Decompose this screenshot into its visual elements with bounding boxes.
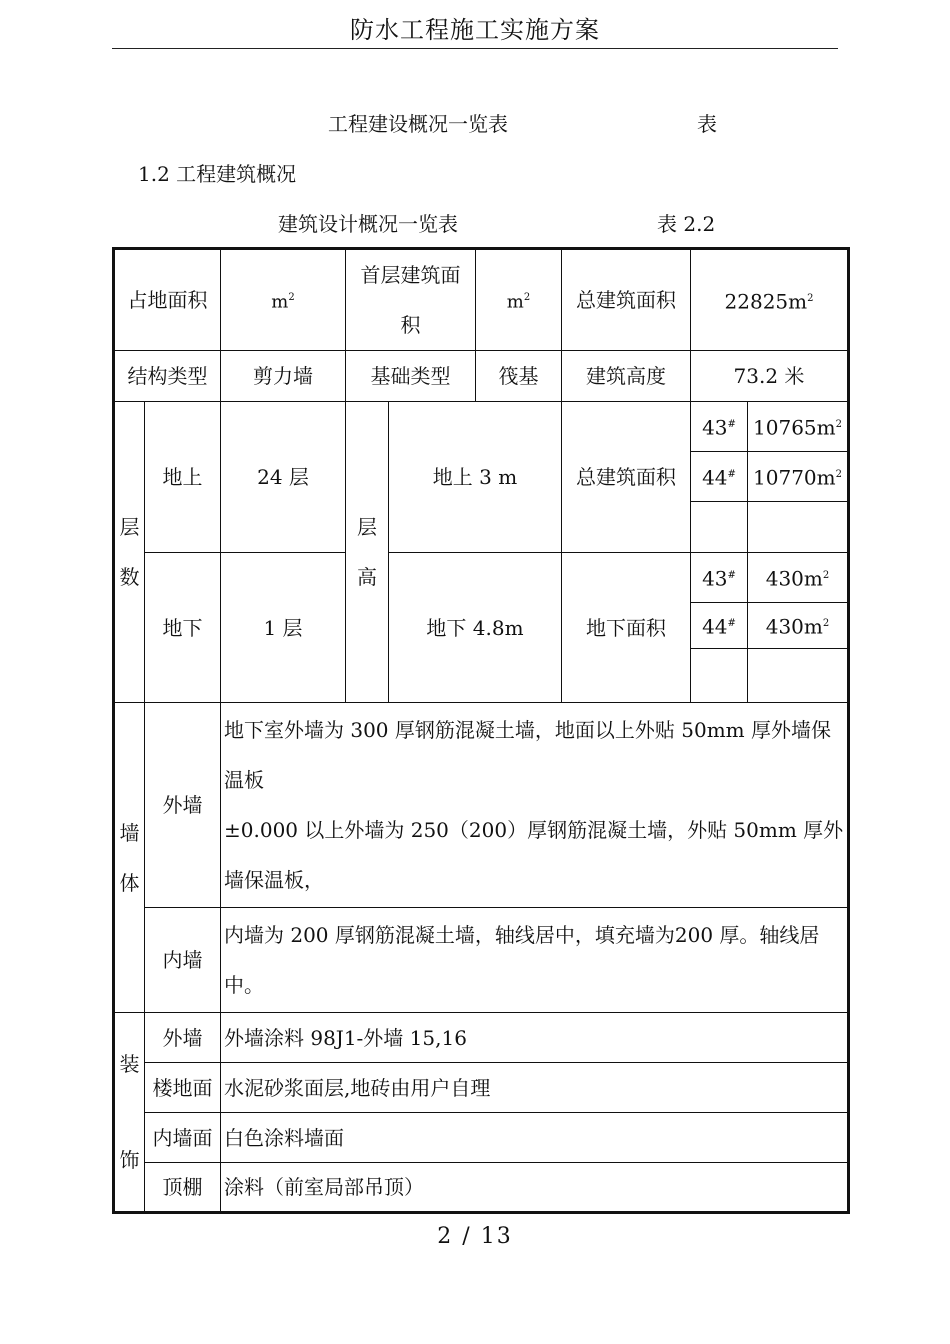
building-number: 43# <box>691 402 748 452</box>
structure-type-label: 结构类型 <box>114 351 221 402</box>
outer-wall-description: 地下室外墙为 300 厚钢筋混凝土墙，地面以上外贴 50mm 厚外墙保温板 ±0.000 以上外墙为 250（200）厚钢筋混凝土墙，外贴 50mm 厚外墙保温板， <box>221 703 849 908</box>
header-rule <box>112 48 838 49</box>
decoration-item-label: 楼地面 <box>145 1063 221 1113</box>
building-overview-table <box>112 247 850 1214</box>
table-row <box>114 1013 849 1063</box>
above-ground-area-label: 总建筑面积 <box>562 402 691 553</box>
page-number: 2 / 13 <box>437 1224 513 1249</box>
decoration-item-text: 水泥砂浆面层,地砖由用户自理 <box>221 1063 849 1113</box>
below-ground-area-label: 地下面积 <box>562 553 691 703</box>
site-area-label: 占地面积 <box>114 249 221 351</box>
table-row <box>114 402 849 452</box>
table-caption-design: 建筑设计概况一览表 <box>278 212 458 236</box>
walls-group-label: 墙 体 <box>114 703 145 1013</box>
building-number: 43# <box>691 553 748 603</box>
table-row <box>114 1163 849 1213</box>
building-height-label: 建筑高度 <box>562 351 691 402</box>
section-heading: 1.2 工程建筑概况 <box>138 162 297 186</box>
building-number: 44# <box>691 603 748 649</box>
inner-wall-label: 内墙 <box>145 908 221 1013</box>
table-row <box>114 249 849 351</box>
decoration-item-label: 内墙面 <box>145 1113 221 1163</box>
site-area-value: $m^2$ <box>221 249 346 351</box>
table-caption-design-number: 表 2.2 <box>657 212 716 236</box>
table-row <box>114 553 849 603</box>
table-row <box>114 908 849 1013</box>
foundation-type-value: 筏基 <box>476 351 562 402</box>
decoration-item-text: 涂料（前室局部吊顶） <box>221 1163 849 1213</box>
decoration-item-label: 顶棚 <box>145 1163 221 1213</box>
total-area-label: 总建筑面积 <box>562 249 691 351</box>
table-row <box>114 351 849 402</box>
below-ground-count: 1 层 <box>221 553 346 703</box>
below-ground-height: 地下 4.8m <box>389 553 562 703</box>
floor-height-group-label: 层 高 <box>346 402 389 703</box>
below-ground-label: 地下 <box>145 553 221 703</box>
building-area: $430m^2$ <box>748 603 849 649</box>
inner-wall-description: 内墙为 200 厚钢筋混凝土墙，轴线居中，填充墙为200 厚。轴线居中。 <box>221 908 849 1013</box>
outer-wall-label: 外墙 <box>145 703 221 908</box>
above-ground-count: 24 层 <box>221 402 346 553</box>
table-caption-overview: 工程建设概况一览表 <box>328 112 508 136</box>
decoration-group-label: 装 饰 <box>114 1013 145 1213</box>
structure-type-value: 剪力墙 <box>221 351 346 402</box>
table-row <box>114 1063 849 1113</box>
building-number: 44# <box>691 452 748 502</box>
building-area: $430m^2$ <box>748 553 849 603</box>
document-header-title: 防水工程施工实施方案 <box>350 16 600 44</box>
decoration-item-text: 外墙涂料 98J1-外墙 15,16 <box>221 1013 849 1063</box>
table-row <box>114 1113 849 1163</box>
above-ground-label: 地上 <box>145 402 221 553</box>
empty-cell <box>691 649 748 703</box>
building-height-value: 73.2 米 <box>691 351 849 402</box>
decoration-item-label: 外墙 <box>145 1013 221 1063</box>
first-floor-area-value: $m^2$ <box>476 249 562 351</box>
above-ground-height: 地上 3 m <box>389 402 562 553</box>
building-area: $10770m^2$ <box>748 452 849 502</box>
building-area: $10765m^2$ <box>748 402 849 452</box>
first-floor-area-label: 首层建筑面 积 <box>346 249 476 351</box>
table-caption-overview-number: 表 <box>697 112 717 136</box>
foundation-type-label: 基础类型 <box>346 351 476 402</box>
total-area-value: $22825m^2$ <box>691 249 849 351</box>
empty-cell <box>748 649 849 703</box>
floors-group-label: 层 数 <box>114 402 145 703</box>
decoration-item-text: 白色涂料墙面 <box>221 1113 849 1163</box>
empty-cell <box>748 502 849 553</box>
table-row <box>114 703 849 908</box>
empty-cell <box>691 502 748 553</box>
